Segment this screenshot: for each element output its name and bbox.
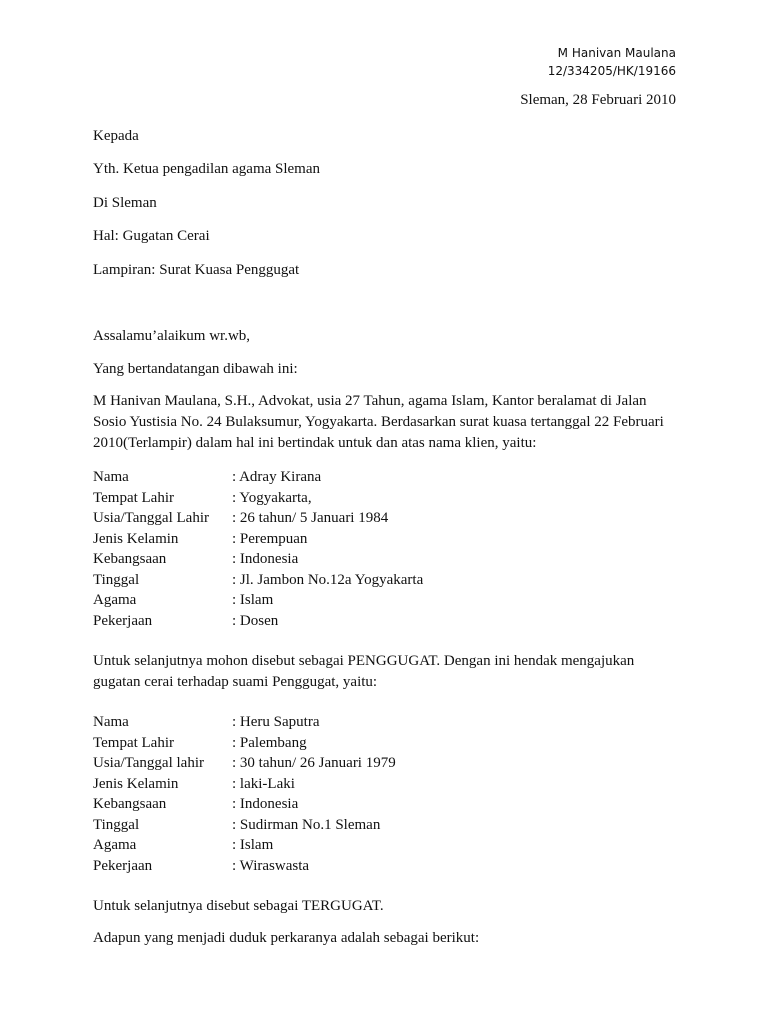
- field-label: Usia/Tanggal Lahir: [93, 510, 209, 526]
- field-label: Agama: [93, 837, 137, 853]
- field-value: : Islam: [232, 837, 274, 853]
- table-row: [93, 753, 396, 774]
- address-location: Di Sleman: [93, 195, 157, 211]
- field-label: Nama: [93, 714, 129, 730]
- table-row: [93, 508, 423, 529]
- letter-subject: Hal: Gugatan Cerai: [93, 228, 210, 244]
- field-value: : laki-Laki: [232, 775, 295, 792]
- table-row: [93, 590, 423, 611]
- table-row: [93, 611, 423, 632]
- field-value: : 30 tahun/ 26 Januari 1979: [232, 755, 396, 771]
- field-label: Agama: [93, 592, 137, 608]
- address-to: Kepada: [93, 128, 139, 144]
- address-recipient: Yth. Ketua pengadilan agama Sleman: [93, 161, 321, 177]
- field-label: Pekerjaan: [93, 612, 153, 629]
- field-label: Nama: [93, 469, 129, 485]
- table-row: [93, 467, 423, 488]
- table-row: [93, 815, 396, 836]
- field-label: Tempat Lahir: [93, 489, 174, 506]
- field-label: Pekerjaan: [93, 857, 153, 874]
- letter-date: Sleman, 28 Februari 2010: [520, 92, 676, 108]
- advocate-paragraph: M Hanivan Maulana, S.H., Advokat, usia 27 Tahun, agama Islam, Kantor beralamat di Jalan Sosio Yustisia No. 24 Bulaksumur, Yogyakarta. Berdasarkan surat kuasa tertanggal 22 Februari 2010(Terlampir) dalam hal ini bertindak untuk dan atas nama klien, yaitu:: [93, 393, 664, 451]
- table-row: [93, 774, 396, 795]
- reference-number: 12/334205/HK/19166: [547, 64, 676, 78]
- defendant-paragraph: Untuk selanjutnya disebut sebagai TERGUGAT.: [93, 898, 384, 914]
- field-value: : Heru Saputra: [232, 714, 320, 730]
- plaintiff-paragraph: Untuk selanjutnya mohon disebut sebagai PENGGUGAT. Dengan ini hendak mengajukan gugatan cerai terhadap suami Penggugat, yaitu:: [93, 653, 635, 690]
- field-value: : Indonesia: [232, 796, 299, 812]
- field-label: Jenis Kelamin: [93, 530, 179, 547]
- field-value: : Islam: [232, 592, 274, 608]
- intro-line: Yang bertandatangan dibawah ini:: [93, 361, 298, 377]
- table-row: [93, 529, 423, 550]
- letter-attachment: Lampiran: Surat Kuasa Penggugat: [93, 262, 300, 278]
- table-row: [93, 488, 423, 509]
- table-row: [93, 835, 396, 856]
- field-label: Kebangsaan: [93, 796, 167, 812]
- field-value: : Perempuan: [232, 530, 308, 547]
- plaintiff-identity-table: [93, 467, 423, 631]
- field-label: Tempat Lahir: [93, 734, 174, 751]
- table-row: [93, 712, 396, 733]
- field-label: Usia/Tanggal lahir: [93, 755, 204, 771]
- defendant-identity-table: [93, 712, 396, 876]
- table-row: [93, 733, 396, 754]
- field-label: Tinggal: [93, 571, 140, 588]
- field-value: : Adray Kirana: [232, 469, 322, 485]
- table-row: [93, 794, 396, 815]
- table-row: [93, 856, 396, 877]
- field-label: Kebangsaan: [93, 551, 167, 567]
- sender-name: M Hanivan Maulana: [557, 46, 676, 60]
- table-row: [93, 549, 423, 570]
- greeting: Assalamu’alaikum wr.wb,: [93, 328, 251, 344]
- table-row: [93, 570, 423, 591]
- closing-paragraph: Adapun yang menjadi duduk perkaranya adalah sebagai berikut:: [93, 930, 480, 946]
- field-value: : Dosen: [232, 612, 279, 629]
- field-label: Jenis Kelamin: [93, 775, 179, 792]
- field-label: Tinggal: [93, 816, 140, 833]
- field-value: : Sudirman No.1 Sleman: [232, 816, 381, 833]
- field-value: : Indonesia: [232, 551, 299, 567]
- letter-header: [548, 44, 676, 80]
- field-value: : Jl. Jambon No.12a Yogyakarta: [232, 571, 424, 588]
- field-value: : Palembang: [232, 734, 307, 751]
- field-value: : Yogyakarta,: [232, 489, 312, 506]
- field-value: : Wiraswasta: [232, 857, 310, 874]
- field-value: : 26 tahun/ 5 Januari 1984: [232, 510, 389, 526]
